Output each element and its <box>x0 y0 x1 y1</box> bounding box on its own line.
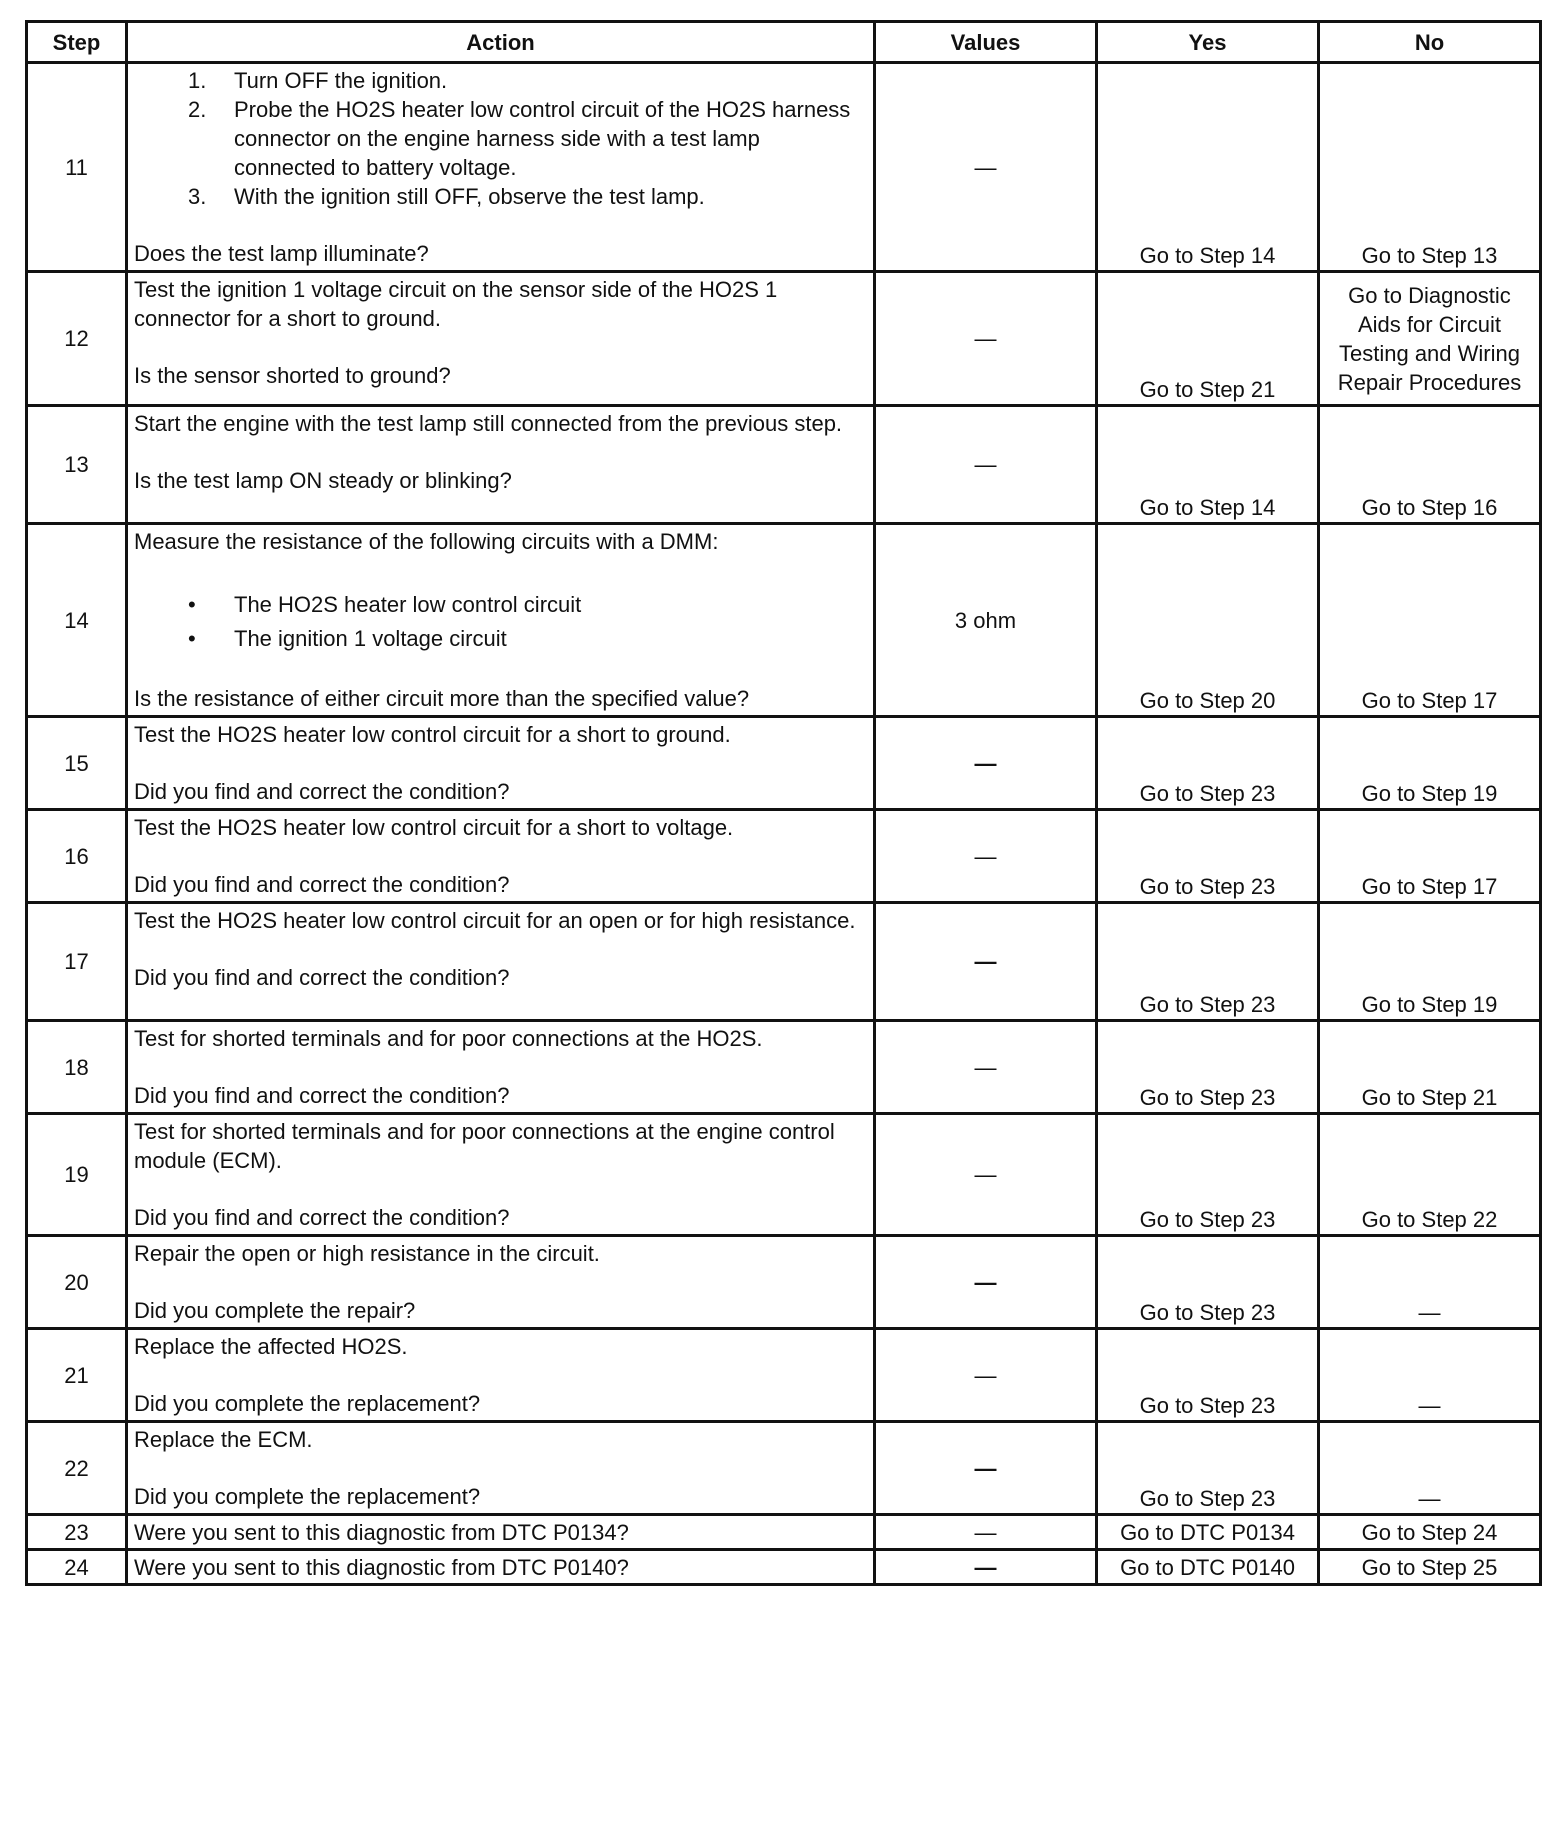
header-no: No <box>1319 22 1541 63</box>
table-row <box>27 406 1541 524</box>
action-text: Test for shorted terminals and for poor connections at the HO2S. <box>134 1026 763 1051</box>
action-question: Is the resistance of either circuit more than the specified value? <box>134 686 750 711</box>
no-cell: Go to Step 17 <box>1319 524 1541 717</box>
step-number: 17 <box>27 903 127 1021</box>
action-text: Test the HO2S heater low control circuit for a short to voltage. <box>134 815 734 840</box>
action-question: Is the sensor shorted to ground? <box>134 363 451 388</box>
no-cell: Go to Step 25 <box>1319 1550 1541 1585</box>
value-cell: — <box>875 1114 1097 1236</box>
no-cell: Go to Step 16 <box>1319 406 1541 524</box>
no-cell: — <box>1319 1329 1541 1422</box>
diagnostic-table-page <box>25 20 1542 1586</box>
action-cell <box>127 717 875 810</box>
bullet-icon: • <box>188 592 196 617</box>
table-row <box>27 903 1541 1021</box>
value-cell: — <box>875 717 1097 810</box>
table-row <box>27 1550 1541 1585</box>
list-number: 2. <box>188 97 207 122</box>
yes-cell: Go to Step 23 <box>1097 1114 1319 1236</box>
yes-cell: Go to Step 14 <box>1097 63 1319 272</box>
action-cell <box>127 63 875 272</box>
table-row <box>27 1329 1541 1422</box>
yes-cell: Go to DTC P0140 <box>1097 1550 1319 1585</box>
step-number: 14 <box>27 524 127 717</box>
action-cell <box>127 1021 875 1114</box>
list-number: 1. <box>188 68 207 93</box>
value-cell: 3 ohm <box>875 524 1097 717</box>
action-text: Repair the open or high resistance in the circuit. <box>134 1241 600 1266</box>
action-question: Did you complete the repair? <box>134 1298 416 1323</box>
header-yes: Yes <box>1097 22 1319 63</box>
list-item: • The HO2S heater low control circuit <box>134 588 867 622</box>
header-row <box>27 22 1541 63</box>
no-cell: Go to Step 13 <box>1319 63 1541 272</box>
step-number: 18 <box>27 1021 127 1114</box>
action-cell <box>127 1550 875 1585</box>
list-item: 3. With the ignition still OFF, observe the test lamp. <box>188 184 705 209</box>
yes-cell: Go to Step 14 <box>1097 406 1319 524</box>
action-cell <box>127 524 875 717</box>
value-cell: — <box>875 903 1097 1021</box>
table-row <box>27 63 1541 272</box>
step-number: 21 <box>27 1329 127 1422</box>
step-number: 11 <box>27 63 127 272</box>
value-cell: — <box>875 810 1097 903</box>
action-question: Were you sent to this diagnostic from DTC P0134? <box>134 1519 629 1545</box>
action-cell <box>127 1114 875 1236</box>
step-number: 24 <box>27 1550 127 1585</box>
diagnostic-table <box>25 20 1542 1586</box>
action-question: Did you find and correct the condition? <box>134 779 510 804</box>
yes-cell: Go to Step 23 <box>1097 717 1319 810</box>
list-item: 2. Probe the HO2S heater low control circuit of the HO2S harness connector on the engine harness side with a test lamp connected to battery voltage. <box>188 97 851 180</box>
action-question: Did you find and correct the condition? <box>134 872 510 897</box>
action-cell <box>127 903 875 1021</box>
value-cell: — <box>875 272 1097 406</box>
table-row <box>27 810 1541 903</box>
no-cell: Go to Step 21 <box>1319 1021 1541 1114</box>
bullet-icon: • <box>188 626 196 651</box>
value-cell: — <box>875 406 1097 524</box>
action-text: Start the engine with the test lamp still connected from the previous step. <box>134 411 843 436</box>
action-question: Did you find and correct the condition? <box>134 1205 510 1230</box>
yes-cell: Go to Step 23 <box>1097 1422 1319 1515</box>
action-text: Test for shorted terminals and for poor connections at the engine control module (ECM). <box>134 1119 835 1173</box>
table-row <box>27 1236 1541 1329</box>
step-number: 13 <box>27 406 127 524</box>
table-row <box>27 717 1541 810</box>
value-cell: — <box>875 1236 1097 1329</box>
step-number: 20 <box>27 1236 127 1329</box>
table-row <box>27 1515 1541 1550</box>
action-text: Test the HO2S heater low control circuit for an open or for high resistance. <box>134 908 856 933</box>
value-cell: — <box>875 63 1097 272</box>
action-cell <box>127 1515 875 1550</box>
action-question: Were you sent to this diagnostic from DTC P0140? <box>134 1554 629 1580</box>
action-cell <box>127 1422 875 1515</box>
action-text: Test the ignition 1 voltage circuit on the sensor side of the HO2S 1 connector for a short to ground. <box>134 277 778 331</box>
step-number: 22 <box>27 1422 127 1515</box>
action-cell <box>127 1329 875 1422</box>
action-bullets <box>134 588 867 656</box>
yes-cell: Go to Step 23 <box>1097 810 1319 903</box>
value-cell: — <box>875 1422 1097 1515</box>
step-number: 23 <box>27 1515 127 1550</box>
yes-cell: Go to DTC P0134 <box>1097 1515 1319 1550</box>
header-action: Action <box>127 22 875 63</box>
value-cell: — <box>875 1021 1097 1114</box>
list-item: • The ignition 1 voltage circuit <box>134 622 867 656</box>
action-cell <box>127 1236 875 1329</box>
action-cell <box>127 810 875 903</box>
no-cell: — <box>1319 1236 1541 1329</box>
action-text: Replace the ECM. <box>134 1427 313 1452</box>
no-cell: Go to Diagnostic Aids for Circuit Testing and Wiring Repair Procedures <box>1319 272 1541 406</box>
yes-cell: Go to Step 23 <box>1097 1021 1319 1114</box>
action-question: Did you complete the replacement? <box>134 1484 481 1509</box>
table-row <box>27 1021 1541 1114</box>
table-row <box>27 1422 1541 1515</box>
table-row <box>27 1114 1541 1236</box>
action-cell <box>127 272 875 406</box>
action-question: Does the test lamp illuminate? <box>134 241 429 266</box>
table-row <box>27 524 1541 717</box>
yes-cell: Go to Step 23 <box>1097 1236 1319 1329</box>
action-question: Did you find and correct the condition? <box>134 1083 510 1108</box>
action-text: Test the HO2S heater low control circuit for a short to ground. <box>134 722 731 747</box>
no-cell: Go to Step 19 <box>1319 903 1541 1021</box>
step-number: 12 <box>27 272 127 406</box>
value-cell: — <box>875 1329 1097 1422</box>
step-number: 15 <box>27 717 127 810</box>
action-question: Did you complete the replacement? <box>134 1391 481 1416</box>
no-cell: — <box>1319 1422 1541 1515</box>
list-item: 1. Turn OFF the ignition. <box>188 68 448 93</box>
step-number: 16 <box>27 810 127 903</box>
header-values: Values <box>875 22 1097 63</box>
action-question: Is the test lamp ON steady or blinking? <box>134 468 512 493</box>
list-number: 3. <box>188 184 207 209</box>
value-cell: — <box>875 1550 1097 1585</box>
no-cell: Go to Step 22 <box>1319 1114 1541 1236</box>
no-cell: Go to Step 17 <box>1319 810 1541 903</box>
yes-cell: Go to Step 21 <box>1097 272 1319 406</box>
no-cell: Go to Step 19 <box>1319 717 1541 810</box>
action-text: Replace the affected HO2S. <box>134 1334 408 1359</box>
no-cell: Go to Step 24 <box>1319 1515 1541 1550</box>
table-row <box>27 272 1541 406</box>
yes-cell: Go to Step 23 <box>1097 903 1319 1021</box>
yes-cell: Go to Step 23 <box>1097 1329 1319 1422</box>
action-question: Did you find and correct the condition? <box>134 965 510 990</box>
value-cell: — <box>875 1515 1097 1550</box>
action-cell <box>127 406 875 524</box>
yes-cell: Go to Step 20 <box>1097 524 1319 717</box>
action-steps <box>134 66 867 211</box>
action-text: Measure the resistance of the following circuits with a DMM: <box>134 529 719 554</box>
header-step: Step <box>27 22 127 63</box>
step-number: 19 <box>27 1114 127 1236</box>
